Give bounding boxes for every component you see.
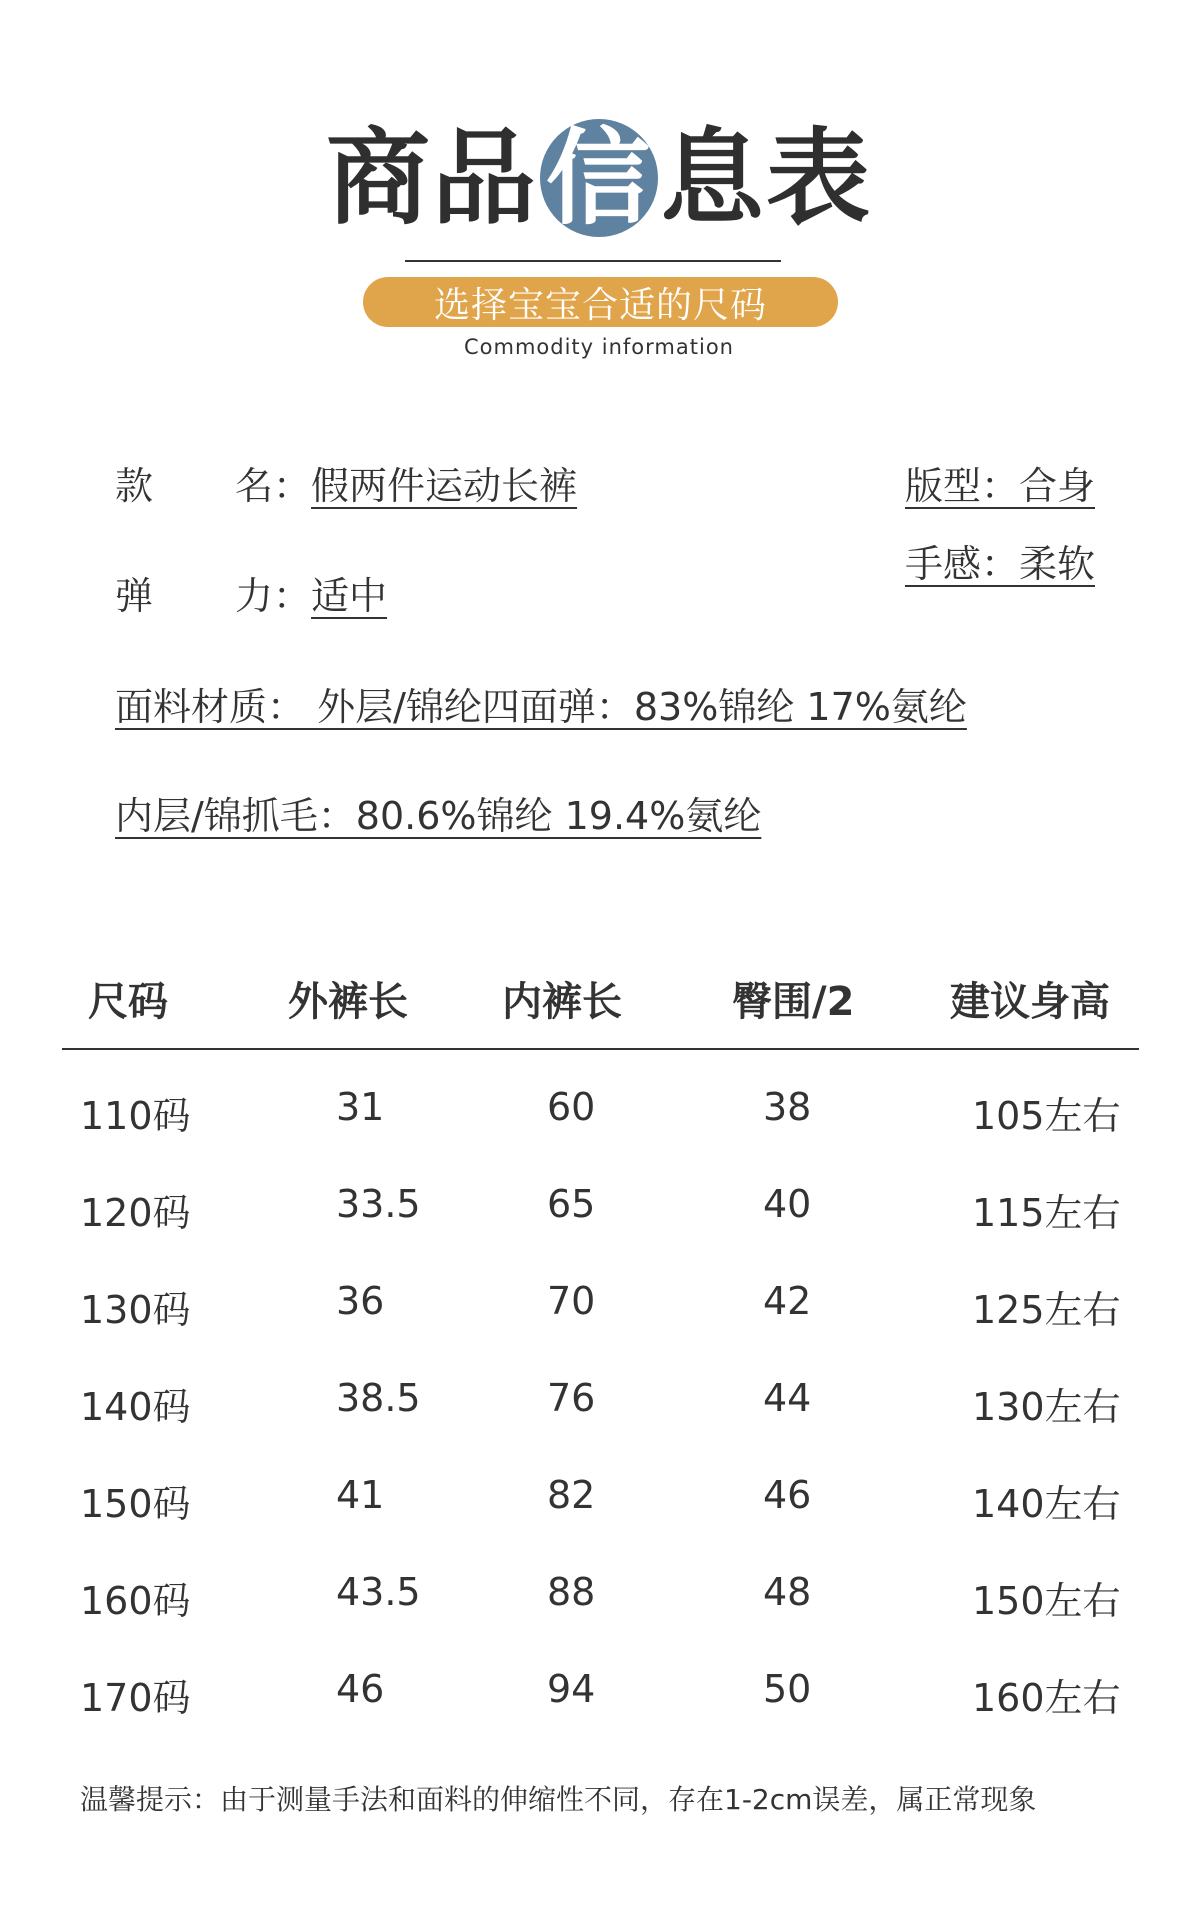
lining-line: 内层/锦抓毛：80.6%锦纶 19.4%氨纶 xyxy=(115,794,762,838)
cell-inner-length: 60 xyxy=(547,1085,596,1129)
cell-height: 140左右 xyxy=(972,1482,1121,1526)
fabric-line: 面料材质： 外层/锦纶四面弹：83%锦纶 17%氨纶 xyxy=(115,685,967,729)
cell-height: 125左右 xyxy=(972,1288,1121,1332)
cell-height: 105左右 xyxy=(972,1094,1121,1138)
cell-outer-length: 31 xyxy=(336,1085,385,1129)
cell-size: 170码 xyxy=(80,1676,191,1720)
title-char-highlight: 信 xyxy=(540,119,658,237)
cell-hip: 46 xyxy=(763,1473,812,1517)
elastic-label-a: 弹 xyxy=(115,574,154,618)
measurement-note: 温馨提示：由于测量手法和面料的伸缩性不同，存在1-2cm误差，属正常现象 xyxy=(80,1783,1037,1816)
cell-hip: 50 xyxy=(763,1667,812,1711)
cell-height: 160左右 xyxy=(972,1676,1121,1720)
cell-outer-length: 36 xyxy=(336,1279,385,1323)
col-header-outer-length: 外裤长 xyxy=(288,979,408,1025)
title-char: 品 xyxy=(431,117,538,239)
subtitle: Commodity information xyxy=(464,335,734,359)
name-label-b: 名： xyxy=(235,464,312,508)
col-header-size: 尺码 xyxy=(88,979,168,1025)
elastic-value: 适中 xyxy=(311,574,388,618)
cell-outer-length: 33.5 xyxy=(336,1182,421,1226)
cell-size: 110码 xyxy=(80,1094,191,1138)
cell-outer-length: 46 xyxy=(336,1667,385,1711)
cell-hip: 44 xyxy=(763,1376,812,1420)
cell-size: 130码 xyxy=(80,1288,191,1332)
cell-size: 120码 xyxy=(80,1191,191,1235)
cell-hip: 40 xyxy=(763,1182,812,1226)
name-label-a: 款 xyxy=(115,464,154,508)
cell-size: 160码 xyxy=(80,1579,191,1623)
col-header-hip: 臀围/2 xyxy=(732,979,855,1025)
cell-outer-length: 41 xyxy=(336,1473,385,1517)
cell-size: 150码 xyxy=(80,1482,191,1526)
title-char: 商 xyxy=(325,117,432,239)
cell-inner-length: 70 xyxy=(547,1279,596,1323)
title-char: 表 xyxy=(766,117,873,239)
elasticity-line xyxy=(115,565,387,620)
product-name-line xyxy=(115,455,577,510)
size-banner: 选择宝宝合适的尺码 xyxy=(363,277,838,327)
col-header-height: 建议身高 xyxy=(950,979,1110,1025)
cell-inner-length: 76 xyxy=(547,1376,596,1420)
elastic-label-b: 力： xyxy=(235,574,312,618)
cell-inner-length: 65 xyxy=(547,1182,596,1226)
cell-inner-length: 88 xyxy=(547,1570,596,1614)
title-divider xyxy=(405,260,781,262)
cell-height: 130左右 xyxy=(972,1385,1121,1429)
cell-outer-length: 38.5 xyxy=(336,1376,421,1420)
cell-hip: 48 xyxy=(763,1570,812,1614)
cell-outer-length: 43.5 xyxy=(336,1570,421,1614)
page-title xyxy=(0,118,1198,238)
cell-height: 150左右 xyxy=(972,1579,1121,1623)
cell-inner-length: 82 xyxy=(547,1473,596,1517)
name-value: 假两件运动长裤 xyxy=(311,464,578,508)
cell-hip: 38 xyxy=(763,1085,812,1129)
feel-line: 手感：柔软 xyxy=(904,542,1095,586)
fit-line: 版型：合身 xyxy=(904,464,1095,508)
title-char: 息 xyxy=(660,117,767,239)
cell-size: 140码 xyxy=(80,1385,191,1429)
cell-inner-length: 94 xyxy=(547,1667,596,1711)
col-header-inner-length: 内裤长 xyxy=(502,979,622,1025)
table-divider xyxy=(62,1048,1139,1050)
cell-height: 115左右 xyxy=(972,1191,1121,1235)
cell-hip: 42 xyxy=(763,1279,812,1323)
